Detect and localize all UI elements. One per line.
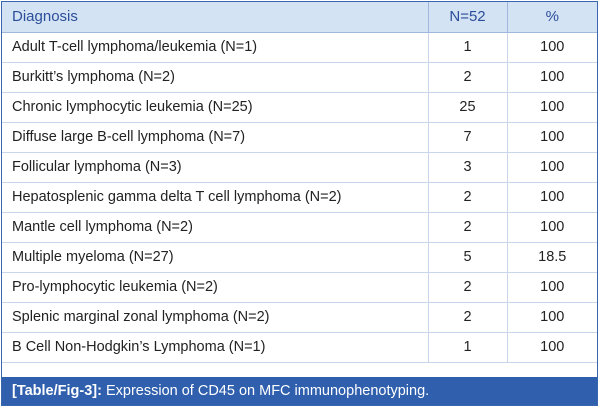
percent-cell: 100 xyxy=(507,332,597,362)
caption-text: Expression of CD45 on MFC immunophenotyping. xyxy=(101,383,430,399)
diagnosis-cell: Splenic marginal zonal lymphoma (N=2) xyxy=(2,302,428,332)
column-header-percent: % xyxy=(507,2,597,32)
table-row xyxy=(2,92,597,122)
table-row xyxy=(2,272,597,302)
diagnosis-cell: Follicular lymphoma (N=3) xyxy=(2,152,428,182)
diagnosis-cell: Mantle cell lymphoma (N=2) xyxy=(2,212,428,242)
percent-cell: 100 xyxy=(507,212,597,242)
diagnosis-cell: Hepatosplenic gamma delta T cell lymphoma (N=2) xyxy=(2,182,428,212)
percent-cell: 100 xyxy=(507,92,597,122)
table-row xyxy=(2,152,597,182)
diagnosis-cell: Multiple myeloma (N=27) xyxy=(2,242,428,272)
percent-cell: 100 xyxy=(507,152,597,182)
column-header-diagnosis: Diagnosis xyxy=(2,2,428,32)
count-cell: 2 xyxy=(428,182,507,212)
diagnosis-cell: Diffuse large B-cell lymphoma (N=7) xyxy=(2,122,428,152)
percent-cell: 100 xyxy=(507,32,597,62)
cd45-expression-table xyxy=(2,2,597,363)
figure-caption xyxy=(2,377,597,405)
diagnosis-cell: Pro-lymphocytic leukemia (N=2) xyxy=(2,272,428,302)
table-row xyxy=(2,182,597,212)
count-cell: 1 xyxy=(428,32,507,62)
percent-cell: 100 xyxy=(507,122,597,152)
diagnosis-cell: Chronic lymphocytic leukemia (N=25) xyxy=(2,92,428,122)
table-row xyxy=(2,62,597,92)
percent-cell: 18.5 xyxy=(507,242,597,272)
percent-cell: 100 xyxy=(507,302,597,332)
count-cell: 2 xyxy=(428,302,507,332)
count-cell: 3 xyxy=(428,152,507,182)
count-cell: 25 xyxy=(428,92,507,122)
table-row xyxy=(2,332,597,362)
diagnosis-cell: B Cell Non-Hodgkin’s Lymphoma (N=1) xyxy=(2,332,428,362)
percent-cell: 100 xyxy=(507,182,597,212)
count-cell: 7 xyxy=(428,122,507,152)
table-row xyxy=(2,122,597,152)
count-cell: 5 xyxy=(428,242,507,272)
table-row xyxy=(2,302,597,332)
table-row xyxy=(2,32,597,62)
caption-label: [Table/Fig-3]: xyxy=(12,383,102,399)
percent-cell: 100 xyxy=(507,62,597,92)
count-cell: 2 xyxy=(428,212,507,242)
diagnosis-cell: Adult T-cell lymphoma/leukemia (N=1) xyxy=(2,32,428,62)
count-cell: 2 xyxy=(428,62,507,92)
percent-cell: 100 xyxy=(507,272,597,302)
table-header-row xyxy=(2,2,597,32)
table-row xyxy=(2,242,597,272)
count-cell: 1 xyxy=(428,332,507,362)
diagnosis-cell: Burkitt’s lymphoma (N=2) xyxy=(2,62,428,92)
table-figure xyxy=(1,1,598,406)
count-cell: 2 xyxy=(428,272,507,302)
column-header-count: N=52 xyxy=(428,2,507,32)
table-row xyxy=(2,212,597,242)
